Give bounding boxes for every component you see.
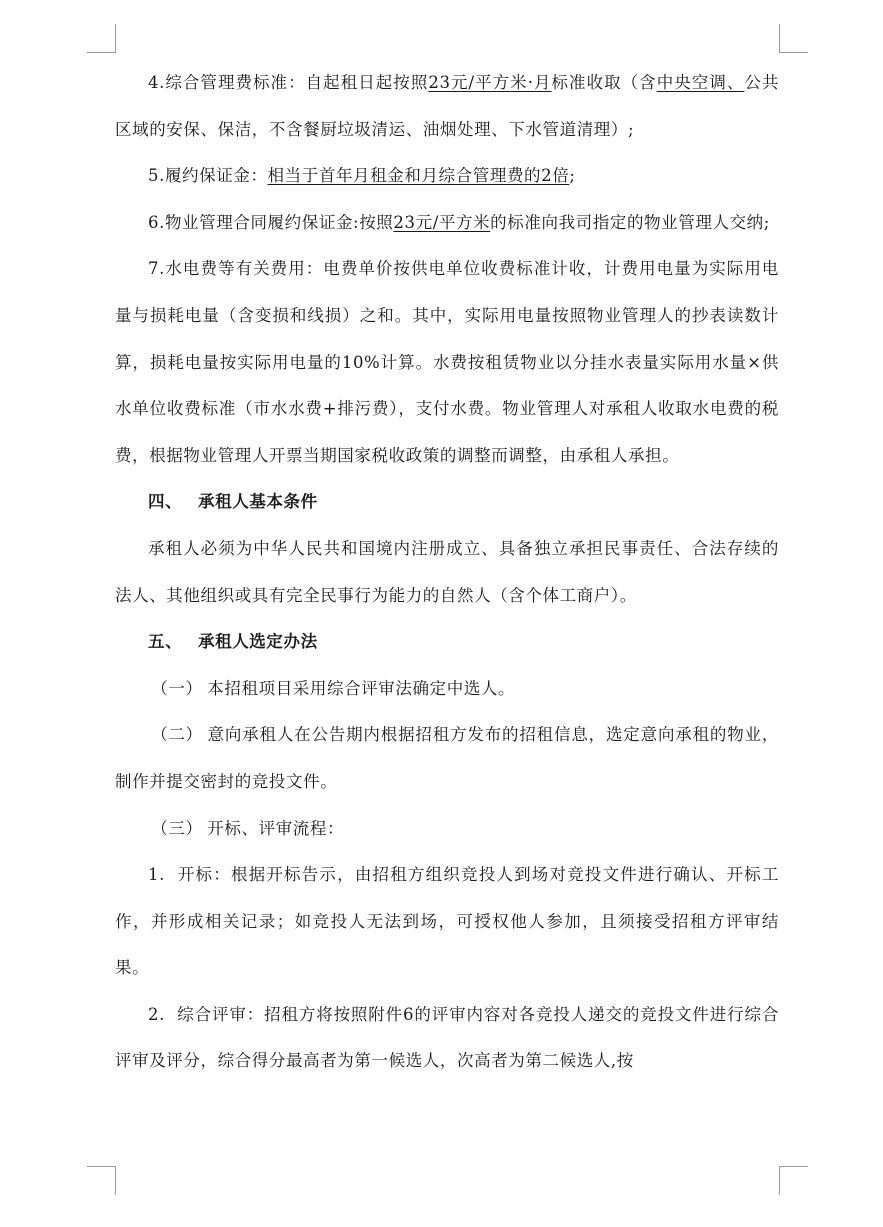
section-heading-4 [115, 479, 779, 526]
crop-mark-bottom-left [87, 1166, 116, 1195]
text: ; [569, 166, 576, 186]
underlined-rate: 23元/平方米·月 [428, 73, 552, 92]
crop-mark-top-right [779, 24, 808, 53]
list-tag: （一） [151, 678, 203, 698]
section-title: 承租人基本条件 [198, 492, 318, 512]
step-tag: 2. [148, 1004, 165, 1024]
section-title: 承租人选定办法 [198, 632, 318, 652]
text: 5.履约保证金： [148, 166, 268, 186]
step-item [115, 852, 779, 992]
paragraph-utilities: 7.水电费等有关费用：电费单价按供电单位收费标准计收，计费用电量为实际用电量与损耗电量（含变损和线损）之和。其中，实际用电量按照物业管理人的抄表读数计算，损耗电量按实际用电量的10%计算。水费按租赁物业以分挂水表量实际用水量×供水单位收费标准（市水水费+排污费），支付水费。物业管理人对承租人收取水电费的税费，根据物业管理人开票当期国家税收政策的调整而调整，由承租人承担。 [115, 259, 779, 465]
list-item [115, 806, 779, 853]
step-tag: 1. [148, 865, 165, 885]
underlined-ac: 中央空调、 [656, 73, 745, 92]
step-item [115, 992, 779, 1085]
text: 标准收取（含 [551, 73, 657, 92]
paragraph-deposit [115, 153, 779, 200]
list-item [115, 712, 779, 805]
text: 6.物业管理合同履约保证金:按照 [148, 212, 394, 232]
list-text: 本招租项目采用综合评审法确定中选人。 [207, 678, 516, 698]
text: 4.综合管理费标准：自起租日起按照 [148, 73, 429, 92]
crop-mark-bottom-right [779, 1166, 808, 1195]
list-tag: （二） [151, 725, 203, 745]
list-text: 开标、评审流程： [207, 818, 345, 838]
document-body [115, 60, 779, 1085]
paragraph-tenant-conditions: 承租人必须为中华人民共和国境内注册成立、具备独立承担民事责任、合法存续的法人、其他组织或具有完全民事行为能力的自然人（含个体工商户）。 [115, 538, 779, 605]
section-number: 四、 [148, 492, 183, 512]
paragraph-management-fee [115, 60, 779, 153]
crop-mark-top-left [87, 24, 116, 53]
list-tag: （三） [151, 818, 203, 838]
list-text: 意向承租人在公告期内根据招租方发布的招租信息，选定意向承租的物业，制作并提交密封的竞投文件。 [115, 725, 779, 791]
list-item [115, 666, 779, 713]
step-text: 综合评审：招租方将按照附件6的评审内容对各竞投人递交的竞投文件进行综合评审及评分，综合得分最高者为第一候选人，次高者为第二候选人,按 [115, 1004, 779, 1071]
text: 公共区域的安保、保洁，不含餐厨垃圾清运、油烟处理、下水管道清理）; [115, 73, 780, 139]
step-text: 开标：根据开标告示，由招租方组织竞投人到场对竞投文件进行确认、开标工作，并形成相关记录；如竞投人无法到场，可授权他人参加，且须接受招租方评审结果。 [115, 865, 779, 978]
text: 的标准向我司指定的物业管理人交纳; [490, 212, 770, 232]
section-number: 五、 [148, 632, 183, 652]
underlined-rate: 23元/平方米 [393, 212, 491, 232]
underlined-deposit: 相当于首年月租金和月综合管理费的2倍 [267, 166, 570, 186]
paragraph-property-deposit [115, 200, 779, 247]
section-heading-5 [115, 619, 779, 666]
